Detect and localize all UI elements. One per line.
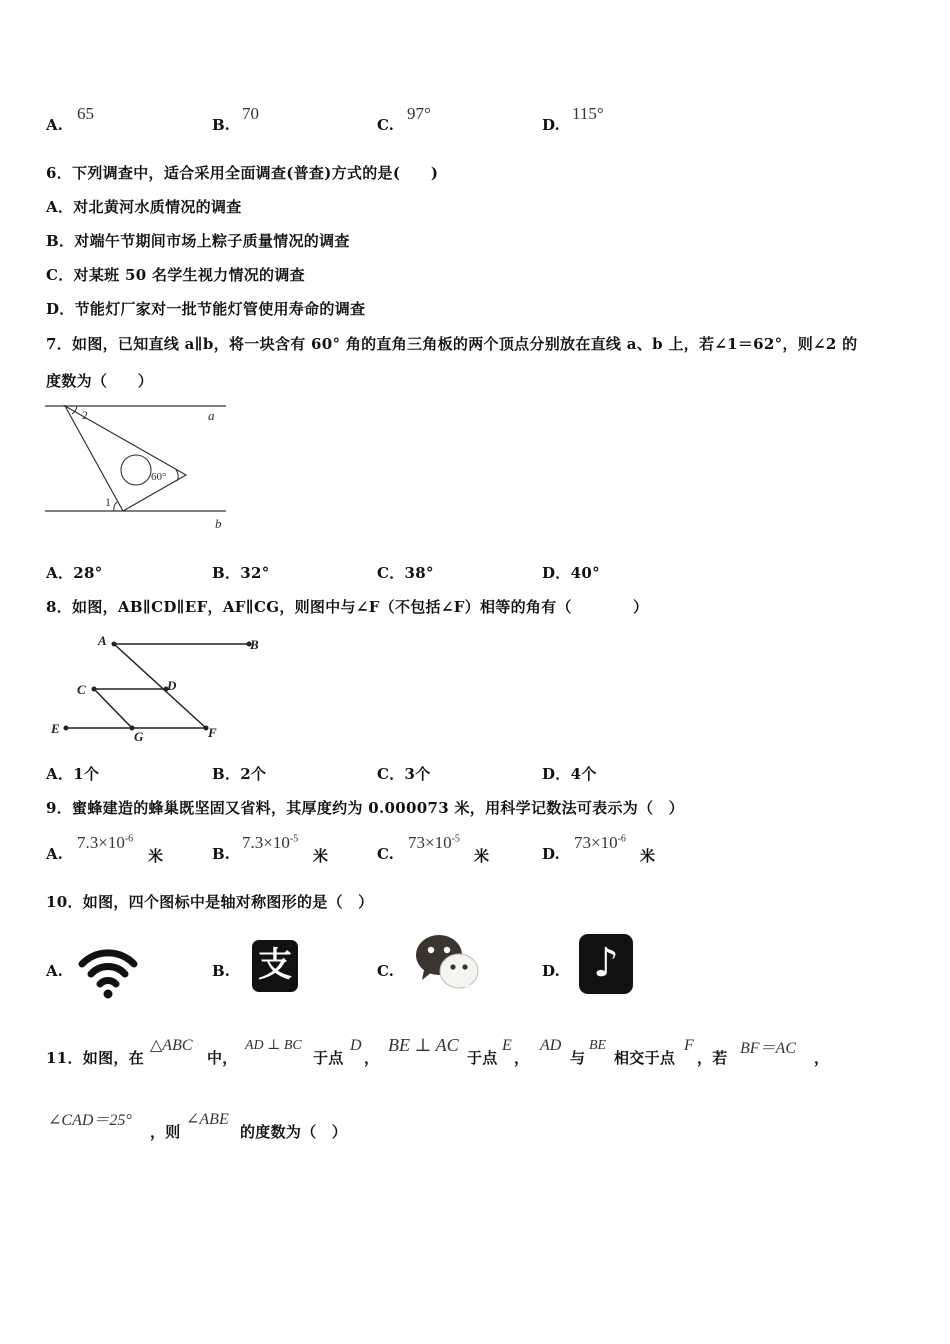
q9-option-a-label[interactable]: A. (46, 845, 63, 863)
q5-option-b-value: 70 (242, 104, 259, 123)
q10-stem: 10．如图，四个图标中是轴对称图形的是（ ） (46, 893, 374, 911)
q11-text-yu: 与 (570, 1049, 586, 1067)
q7-option-c[interactable]: C．38° (377, 564, 434, 582)
label-point-f: F (208, 725, 217, 740)
q7-stem-line2: 度数为（ ） (46, 372, 154, 390)
q10-option-b-label[interactable]: B. (212, 962, 230, 980)
alipay-icon[interactable] (252, 940, 298, 992)
label-a: a (208, 408, 215, 423)
q8-option-c[interactable]: C．3个 (377, 765, 431, 783)
q11-stem-end: 的度数为（ ） (240, 1123, 348, 1141)
angle-60-arc (176, 470, 178, 481)
q11-comma-1: ， (364, 1049, 380, 1067)
alipay-glyph: 支 (258, 945, 292, 985)
q8-figure (44, 628, 274, 748)
q5-option-c-label[interactable]: C. (377, 116, 394, 134)
q8-option-d[interactable]: D．4个 (542, 765, 597, 783)
label-point-g: G (134, 729, 144, 744)
q9-option-d-value: $73\times 10^{-6}$ (574, 833, 626, 852)
q11-comma-3: ， (814, 1049, 830, 1067)
q7-option-d[interactable]: D．40° (542, 564, 600, 582)
q11-text-xiangjiao: 相交于点 (614, 1049, 676, 1067)
q7-option-b[interactable]: B．32° (212, 564, 270, 582)
q5-option-a-label[interactable]: A. (46, 116, 63, 134)
q9-option-b-label[interactable]: B. (212, 845, 230, 863)
q6-option-b[interactable]: B．对端午节期间市场上粽子质量情况的调查 (46, 232, 350, 250)
tiktok-glyph: ♪ (593, 940, 619, 986)
q9-option-d-label[interactable]: D. (542, 845, 560, 863)
q5-option-c-value: 97° (407, 104, 431, 123)
q10-option-d-label[interactable]: D. (542, 962, 560, 980)
ruler-hole (121, 455, 151, 485)
label-angle-1: 1 (105, 495, 111, 509)
q11-triangle-abc: △ABC (150, 1037, 193, 1054)
q11-be-perp-ac: BE ⊥ AC (388, 1035, 459, 1055)
q9-option-a-value: $7.3\times 10^{-6}$ (77, 833, 134, 852)
point-e (64, 726, 69, 731)
q11-bf-equals-ac: BF＝AC (740, 1040, 796, 1057)
q11-point-e: E (502, 1037, 512, 1054)
tiktok-icon[interactable] (579, 934, 633, 994)
q11-text-zhong: 中， (207, 1049, 238, 1067)
q6-option-d[interactable]: D．节能灯厂家对一批节能灯管使用寿命的调查 (46, 300, 366, 318)
label-b: b (215, 516, 222, 531)
segment-af (114, 644, 206, 728)
q6-option-a[interactable]: A．对北黄河水质情况的调查 (46, 198, 242, 216)
q7-option-a[interactable]: A．28° (46, 564, 103, 582)
q9-option-c-value: $73\times 10^{-5}$ (408, 833, 460, 852)
q11-text-ruo: ，若 (697, 1049, 728, 1067)
q5-option-d-label[interactable]: D. (542, 116, 560, 134)
q7-figure (40, 398, 240, 533)
q6-option-c[interactable]: C．对某班 50 名学生视力情况的调查 (46, 266, 305, 284)
angle-1-arc (114, 502, 117, 511)
q5-option-d-value: 115° (572, 104, 604, 123)
label-angle-2: 2 (82, 408, 88, 422)
q10-option-c-label[interactable]: C. (377, 962, 394, 980)
label-point-a: A (98, 633, 107, 648)
label-point-e: E (51, 721, 60, 736)
q11-point-d: D (350, 1037, 362, 1054)
q5-option-a-value: 65 (77, 104, 94, 123)
q8-option-a[interactable]: A．1个 (46, 765, 100, 783)
q11-comma-2: ， (514, 1049, 530, 1067)
q11-stem-start: 11．如图，在 (46, 1049, 144, 1067)
q8-option-b[interactable]: B．2个 (212, 765, 267, 783)
q11-angle-abe: ∠ABE (186, 1111, 229, 1128)
segment-cg (94, 689, 132, 728)
q11-text-yudian-2: 于点 (467, 1049, 498, 1067)
label-point-c: C (77, 682, 86, 697)
q11-point-f: F (684, 1037, 694, 1054)
point-c (92, 687, 97, 692)
q10-option-a-label[interactable]: A. (46, 962, 63, 980)
q11-text-ze: ，则 (150, 1123, 181, 1141)
q11-segment-ad: AD (540, 1037, 562, 1054)
q9-stem: 9．蜜蜂建造的蜂巢既坚固又省料，其厚度约为 0.000073 米，用科学记数法可表示为（ ） (46, 799, 684, 817)
q9-option-a-unit: 米 (148, 847, 164, 865)
q7-stem-line1: 7．如图，已知直线 a∥b，将一块含有 60° 角的直角三角板的两个顶点分别放在直线 a、b 上，若∠1＝62°，则∠2 的 (46, 335, 858, 353)
q11-angle-cad: ∠CAD＝25° (48, 1112, 132, 1129)
q11-segment-be: BE (589, 1038, 607, 1053)
point-a (112, 642, 117, 647)
label-angle-60: 60° (151, 471, 167, 483)
q9-option-c-unit: 米 (474, 847, 490, 865)
q11-text-yudian-1: 于点 (313, 1049, 344, 1067)
label-point-d: D (167, 678, 177, 693)
q11-ad-perp-bc: AD ⊥ BC (245, 1038, 302, 1053)
q9-option-d-unit: 米 (640, 847, 656, 865)
q9-option-b-value: $7.3\times 10^{-5}$ (242, 833, 299, 852)
wifi-icon[interactable] (78, 942, 138, 1002)
q6-stem: 6．下列调查中，适合采用全面调查(普查)方式的是( ) (46, 164, 439, 182)
q9-option-c-label[interactable]: C. (377, 845, 394, 863)
wechat-icon[interactable] (414, 932, 480, 994)
q5-option-b-label[interactable]: B. (212, 116, 230, 134)
label-point-b: B (250, 637, 259, 652)
q8-stem: 8．如图，AB∥CD∥EF，AF∥CG，则图中与∠F（不包括∠F）相等的角有（ ） (46, 598, 649, 616)
q9-option-b-unit: 米 (313, 847, 329, 865)
